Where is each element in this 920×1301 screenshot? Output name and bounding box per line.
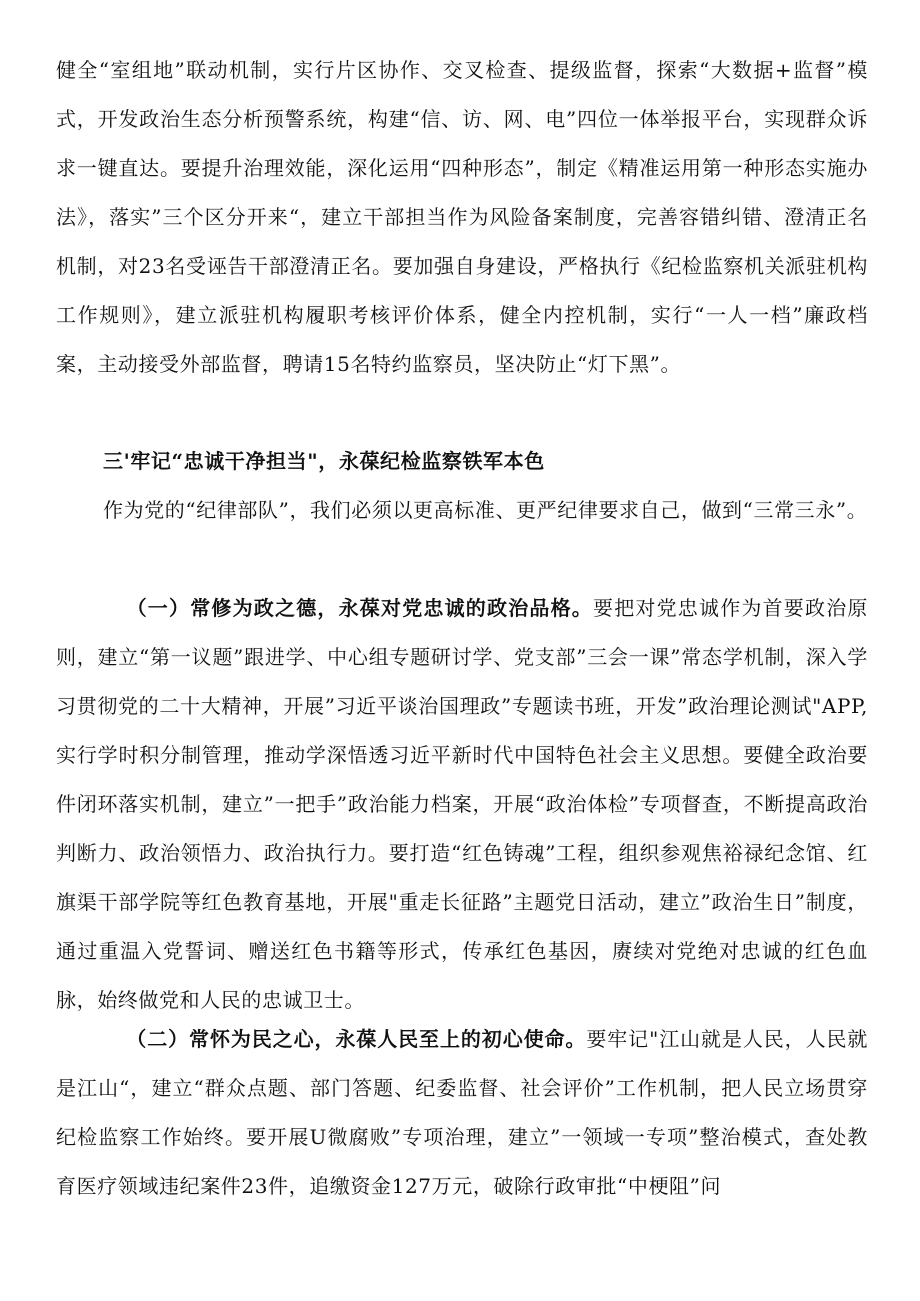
subheading-lead: （一）常修为政之德，永葆对党忠诚的政治品格。 (126, 596, 593, 620)
paragraph-people-first (56, 1015, 868, 1211)
paragraph-section-intro (56, 486, 868, 535)
subheading-lead: （二）常怀为民之心，永葆人民至上的初心使命。 (126, 1027, 587, 1051)
paragraph-oversight-mechanisms (56, 46, 868, 389)
paragraph-text: 要牢记"江山就是人民，人民就是江山“，建立“群众点题、部门答题、纪委监督、社会评价”工作机制，把人民立场贯穿纪检监察工作始终。要开展U微腐败”专项治理，建立”一领域一专项”整治模式，查处教育医疗领域违纪案件23件，追缴资金127万元，破除行政审批“中梗阻”问 (56, 1027, 868, 1198)
paragraph-political-loyalty (56, 584, 868, 1025)
section-heading-3: 三'牢记“忠诚干净担当"，永葆纪检监察铁军本色 (103, 449, 545, 473)
paragraph-text: 要把对党忠诚作为首要政治原则，建立“第一议题”跟进学、中心组专题研讨学、党支部”三会一课”常态学机制，深入学习贯彻党的二十大精神，开展”习近平谈治国理政”专题读书班，开发”政治理论测试"APP,实行学时积分制管理，推动学深悟透习近平新时代中国特色社会主义思想。要健全政治要件闭环落实机制，建立”一把手”政治能力档案，开展“政治体检”专项督查，不断提高政治判断力、政治领悟力、政治执行力。要打造“红色铸魂”工程，组织参观焦裕禄纪念馆、红旗渠干部学院等红色教育基地，开展"重走长征路”主题党日活动，建立”政治生日”制度，通过重温入党誓词、赠送红色书籍等形式，传承红色基因，赓续对党绝对忠诚的红色血脉，始终做党和人民的忠诚卫士。 (56, 596, 868, 1012)
paragraph-text: 健全“室组地”联动机制，实行片区协作、交叉检查、提级监督，探索“大数据+监督”模式，开发政治生态分析预警系统，构建“信、访、网、电”四位一体举报平台，实现群众诉求一键直达。要提升治理效能，深化运用“四种形态”，制定《精准运用第一种形态实施办法》，落实”三个区分开来“，建立干部担当作为风险备案制度，完善容错纠错、澄清正名机制，对23名受诬告干部澄清正名。要加强自身建设，严格执行《纪检监察机关派驻机构工作规则》，建立派驻机构履职考核评价体系，健全内控机制，实行“一人一档”廉政档案，主动接受外部监督，聘请15名特约监察员，坚决防止“灯下黑”。 (56, 58, 868, 376)
paragraph-text: 作为党的“纪律部队”，我们必须以更高标准、更严纪律要求自己，做到“三常三永”。 (103, 498, 868, 522)
